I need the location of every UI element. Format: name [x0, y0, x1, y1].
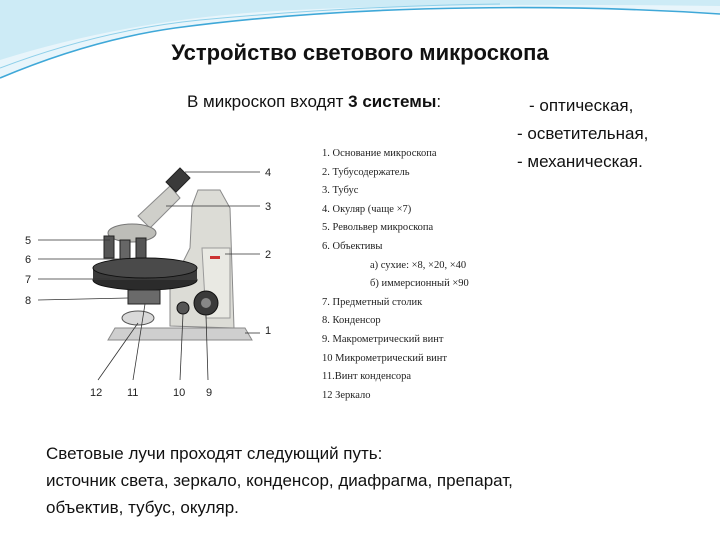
legend-item: 12 Зеркало — [322, 389, 371, 401]
microscope-objective — [104, 236, 114, 258]
legend-item: 3. Тубус — [322, 185, 359, 197]
systems-colon: : — [436, 92, 442, 111]
system-mechanical: - механическая. — [517, 152, 643, 171]
callout-1: 1 — [265, 325, 272, 337]
legend-subitem: а) сухие: ×8, ×20, ×40 — [370, 259, 467, 271]
legend-subitem: б) иммерсионный ×90 — [370, 278, 469, 290]
callout-4: 4 — [265, 167, 272, 179]
system-optical: - оптическая, — [529, 96, 634, 115]
microscope-revolver — [108, 224, 156, 242]
light-path-line: источник света, зеркало, конденсор, диафрагма, препарат, — [46, 471, 513, 490]
callout-7: 7 — [25, 274, 32, 286]
callout-11: 11 — [127, 387, 139, 399]
legend-item: 8. Конденсор — [322, 315, 381, 327]
callout-5: 5 — [25, 235, 32, 247]
callout-8: 8 — [25, 295, 32, 307]
parts-legend — [322, 145, 469, 405]
system-illumination: - осветительная, — [517, 124, 649, 143]
legend-item: 10 Микрометрический винт — [322, 352, 447, 364]
callout-3: 3 — [265, 201, 272, 213]
legend-item: 1. Основание микроскопа — [322, 148, 437, 159]
systems-intro — [187, 92, 441, 112]
light-path-line: Световые лучи проходят следующий путь: — [46, 444, 383, 463]
legend-item: 9. Макрометрический винт — [322, 333, 444, 345]
slide-title: Устройство светового микроскопа — [171, 40, 549, 65]
light-path-text — [46, 440, 696, 521]
legend-item: 2. Тубусодержатель — [322, 166, 410, 178]
callout-12: 12 — [90, 387, 103, 399]
microscope-objective — [136, 238, 146, 258]
light-path-line: объектив, тубус, окуляр. — [46, 498, 239, 517]
legend-item: 11.Винт конденсора — [322, 371, 412, 383]
legend-item: 4. Окуляр (чаще ×7) — [322, 203, 412, 215]
systems-intro-text: В микроскоп входят — [187, 92, 349, 111]
callout-6: 6 — [25, 254, 32, 266]
microscope-base — [108, 328, 252, 340]
microscope-condenser — [128, 290, 160, 304]
callout-9: 9 — [206, 387, 213, 399]
callout-10: 10 — [173, 387, 186, 399]
microscope-mirror — [122, 311, 154, 325]
microscope-tube — [138, 186, 180, 228]
legend-item: 5. Револьвер микроскопа — [322, 222, 434, 234]
legend-item: 7. Предметный столик — [322, 296, 423, 308]
systems-list — [517, 92, 648, 176]
systems-count: 3 системы — [348, 92, 437, 111]
callout-2: 2 — [265, 249, 272, 261]
legend-item: 6. Объективы — [322, 240, 383, 252]
micro-screw-knob — [177, 302, 189, 314]
